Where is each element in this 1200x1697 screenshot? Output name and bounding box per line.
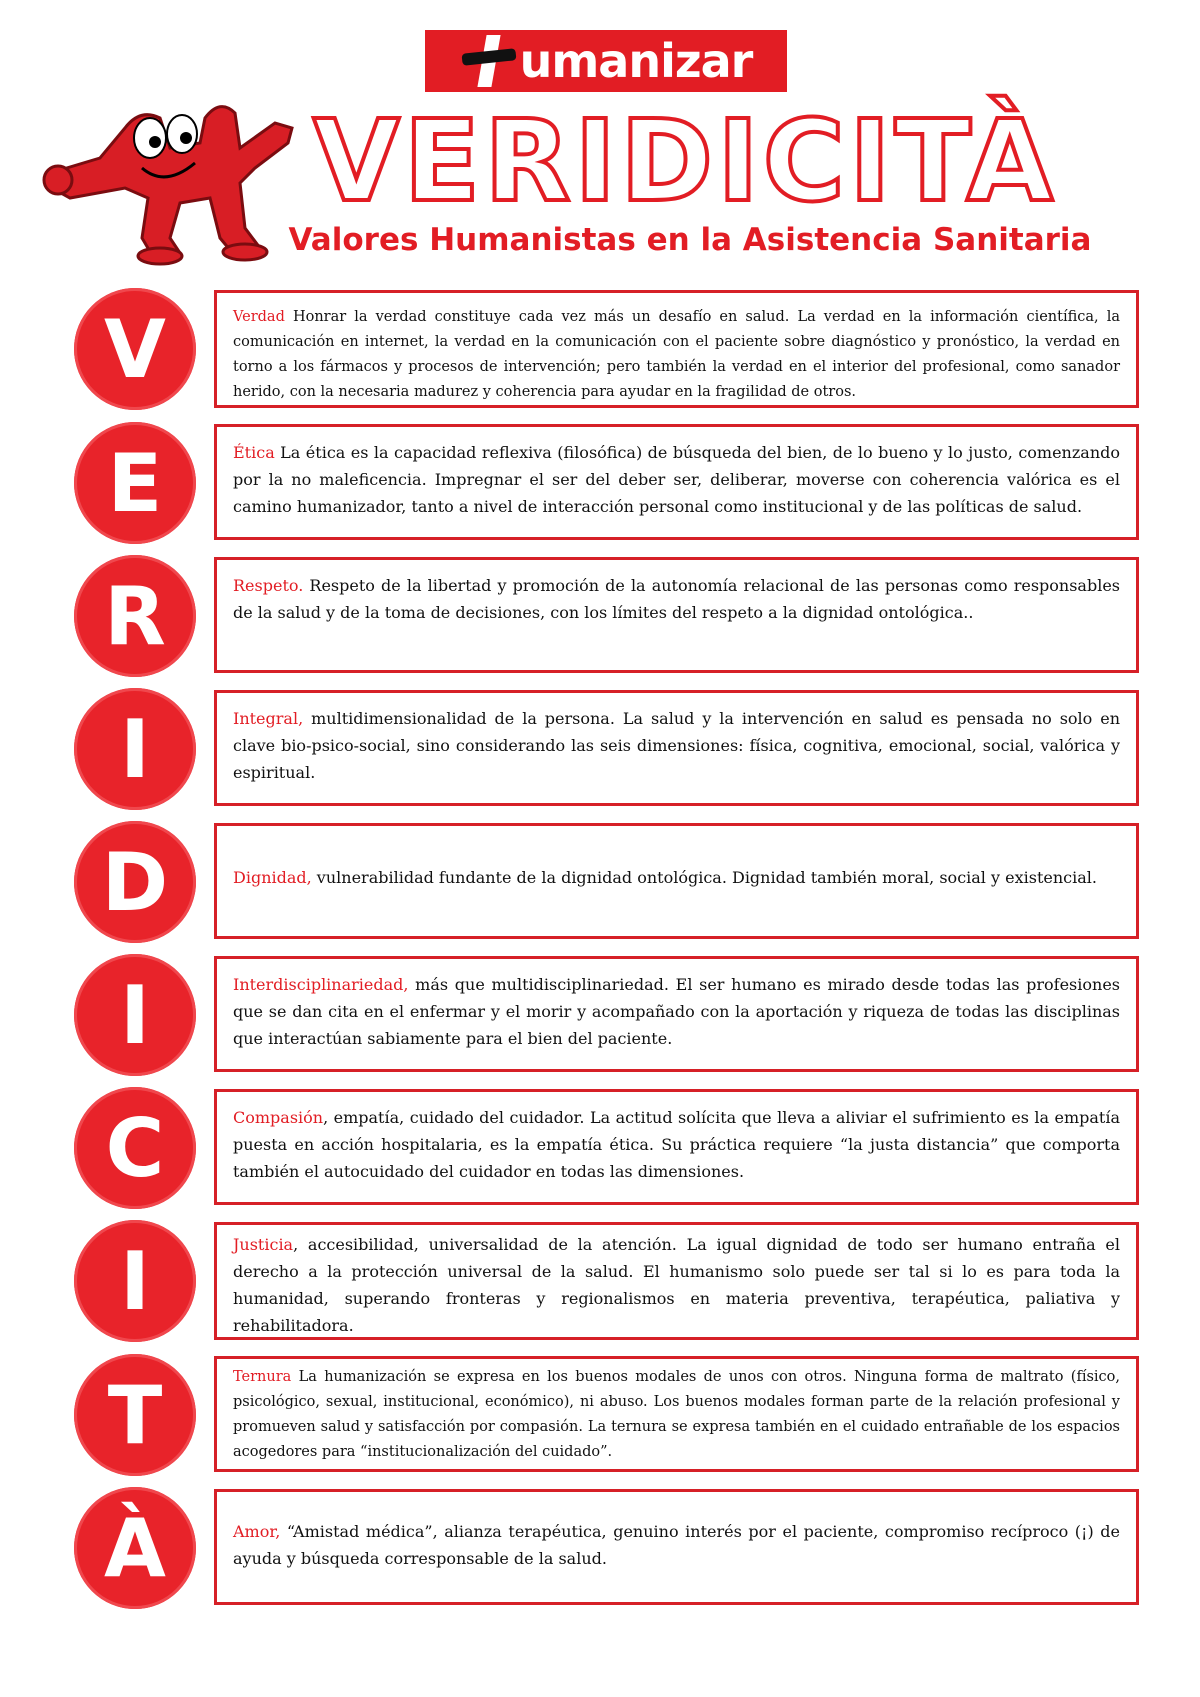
page-subtitle: Valores Humanistas en la Asistencia Sanitaria: [288, 222, 1092, 258]
letter-circle: C: [74, 1087, 196, 1209]
value-term: Dignidad,: [233, 868, 312, 887]
letter-circle: V: [74, 288, 196, 410]
letter-circle: I: [74, 1220, 196, 1342]
value-box-compasion: [214, 1089, 1139, 1205]
value-text: Respeto de la libertad y promoción de la autonomía relacional de las personas como responsables de la salud y de la toma de decisiones, con los límites del respeto a la dignidad ontológica..: [233, 576, 1120, 622]
letter-circle: À: [74, 1487, 196, 1609]
value-box-justicia: [214, 1222, 1139, 1340]
value-text: vulnerabilidad fundante de la dignidad ontológica. Dignidad también moral, social y existencial.: [311, 868, 1097, 887]
value-text: La humanización se expresa en los buenos modales de unos con otros. Ninguna forma de maltrato (físico, psicológico, sexual, institucional, económico), ni abuso. Los buenos modales forman parte de la relación profesional y promueven salud y satisfacción por compasión. La ternura se expresa también en el cuidado entrañable de los espacios acogedores para “institucionalización del cuidado”.: [233, 1369, 1120, 1460]
cross-icon: [460, 35, 518, 87]
value-term: Interdisciplinariedad,: [233, 975, 409, 994]
value-text: , empatía, cuidado del cuidador. La actitud solícita que lleva a aliviar el sufrimiento es la empatía puesta en acción hospitalaria, es la empatía ética. Su práctica requiere “la justa distancia” que comporta también el autocuidado del cuidador en todas las dimensiones.: [233, 1108, 1120, 1181]
value-term: Justicia: [233, 1235, 294, 1254]
value-text: “Amistad médica”, alianza terapéutica, genuino interés por el paciente, compromiso recíproco (¡) de ayuda y búsqueda corresponsable de la salud.: [233, 1522, 1120, 1568]
value-box-integral: [214, 690, 1139, 806]
value-text: Honrar la verdad constituye cada vez más un desafío en salud. La verdad en la información científica, la comunicación en internet, la verdad en la comunicación con el paciente sobre diagnóstico y pronóstico, la verdad en torno a los fármacos y procesos de intervención; pero también la verdad en el interior del profesional, como sanador herido, con la necesaria madurez y coherencia para ayudar en la fragilidad de otros.: [233, 309, 1120, 400]
letter-circle: E: [74, 422, 196, 544]
humanizar-logo: [425, 30, 787, 92]
value-box-amor: [214, 1489, 1139, 1605]
value-box-etica: [214, 424, 1139, 540]
value-term: Ética: [233, 443, 275, 462]
letter-circle: D: [74, 821, 196, 943]
letter-circle: I: [74, 954, 196, 1076]
logo-text: umanizar: [519, 34, 753, 88]
value-text: multidimensionalidad de la persona. La salud y la intervención en salud es pensada no solo en clave bio-psico-social, sino considerando las seis dimensiones: física, cognitiva, emocional, social, valórica y espiritual.: [233, 709, 1120, 782]
letter-circle: R: [74, 555, 196, 677]
value-term: Verdad: [233, 309, 285, 325]
value-box-verdad: [214, 290, 1139, 408]
value-term: Integral,: [233, 709, 304, 728]
value-term: Ternura: [233, 1369, 292, 1385]
page-title: VERIDICITÀ: [313, 97, 1057, 227]
value-box-dignidad: [214, 823, 1139, 939]
value-box-ternura: [214, 1356, 1139, 1472]
value-term: Respeto.: [233, 576, 304, 595]
letter-circle: I: [74, 688, 196, 810]
value-box-interdisciplinariedad: [214, 956, 1139, 1072]
value-text: más que multidisciplinariedad. El ser humano es mirado desde todas las profesiones que se dan cita en el enfermar y el morir y acompañado con la aportación y riqueza de todas las disciplinas que interactúan sabiamente para el bien del paciente.: [233, 975, 1120, 1048]
value-box-respeto: [214, 557, 1139, 673]
value-term: Compasión: [233, 1108, 324, 1127]
letter-circle: T: [74, 1354, 196, 1476]
value-text: , accesibilidad, universalidad de la atención. La igual dignidad de todo ser humano entraña el derecho a la protección universal de la salud. El humanismo solo puede ser tal si lo es para toda la humanidad, superando fronteras y regionalismos en materia preventiva, terapéutica, paliativa y rehabilitadora.: [233, 1235, 1120, 1335]
value-term: Amor,: [233, 1522, 281, 1541]
value-text: La ética es la capacidad reflexiva (filosófica) de búsqueda del bien, de lo bueno y lo justo, comenzando por la no maleficencia. Impregnar el ser del deber ser, deliberar, moverse con coherencia valórica es el camino humanizador, tanto a nivel de interacción personal como institucional y de las políticas de salud.: [233, 443, 1120, 516]
